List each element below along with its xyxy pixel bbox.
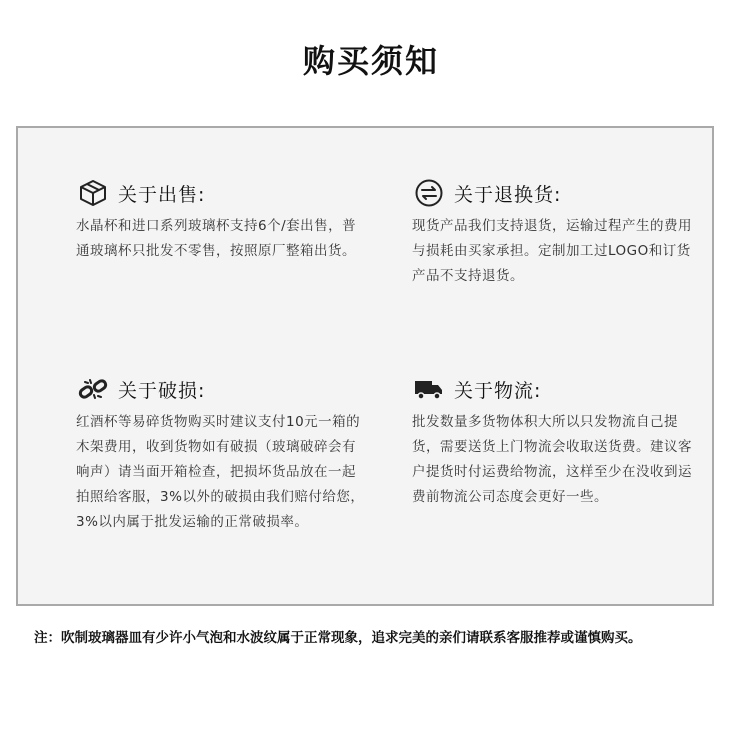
section-damage <box>76 372 366 535</box>
section-damage-title: 关于破损: <box>118 379 206 402</box>
footer-note: 注：吹制玻璃器皿有少许小气泡和水波纹属于正常现象，追求完美的亲们请联系客服推荐或谨慎购买。 <box>34 630 642 646</box>
box-icon <box>76 176 110 210</box>
section-return-body: 现货产品我们支持退货，运输过程产生的费用与损耗由买家承担。定制加工过LOGO和订货产品不支持退货。 <box>412 218 692 284</box>
section-return-title: 关于退换货: <box>454 183 562 206</box>
section-logistics-body: 批发数量多货物体积大所以只发物流自己提货，需要送货上门物流会收取送货费。建议客户提货时付运费给物流，这样至少在没收到运费前物流公司态度会更好一些。 <box>412 414 692 505</box>
section-return <box>412 176 702 289</box>
truck-icon <box>412 372 446 406</box>
section-sale <box>76 176 366 264</box>
page-title: 购买须知 <box>302 42 439 80</box>
section-sale-body: 水晶杯和进口系列玻璃杯支持6个/套出售，普通玻璃杯只批发不零售，按照原厂整箱出货。 <box>76 218 357 259</box>
section-logistics <box>412 372 702 510</box>
section-damage-body: 红酒杯等易碎货物购买时建议支付10元一箱的木架费用，收到货物如有破损（玻璃破碎会有响声）请当面开箱检查，把损坏货品放在一起拍照给客服，3%以外的破损由我们赔付给您，3%以内属于批发运输的正常破损率。 <box>76 414 365 530</box>
section-logistics-title: 关于物流: <box>454 379 542 402</box>
broken-link-icon <box>76 372 110 406</box>
section-sale-title: 关于出售: <box>118 183 206 206</box>
exchange-icon <box>412 176 446 210</box>
info-panel <box>16 126 714 606</box>
